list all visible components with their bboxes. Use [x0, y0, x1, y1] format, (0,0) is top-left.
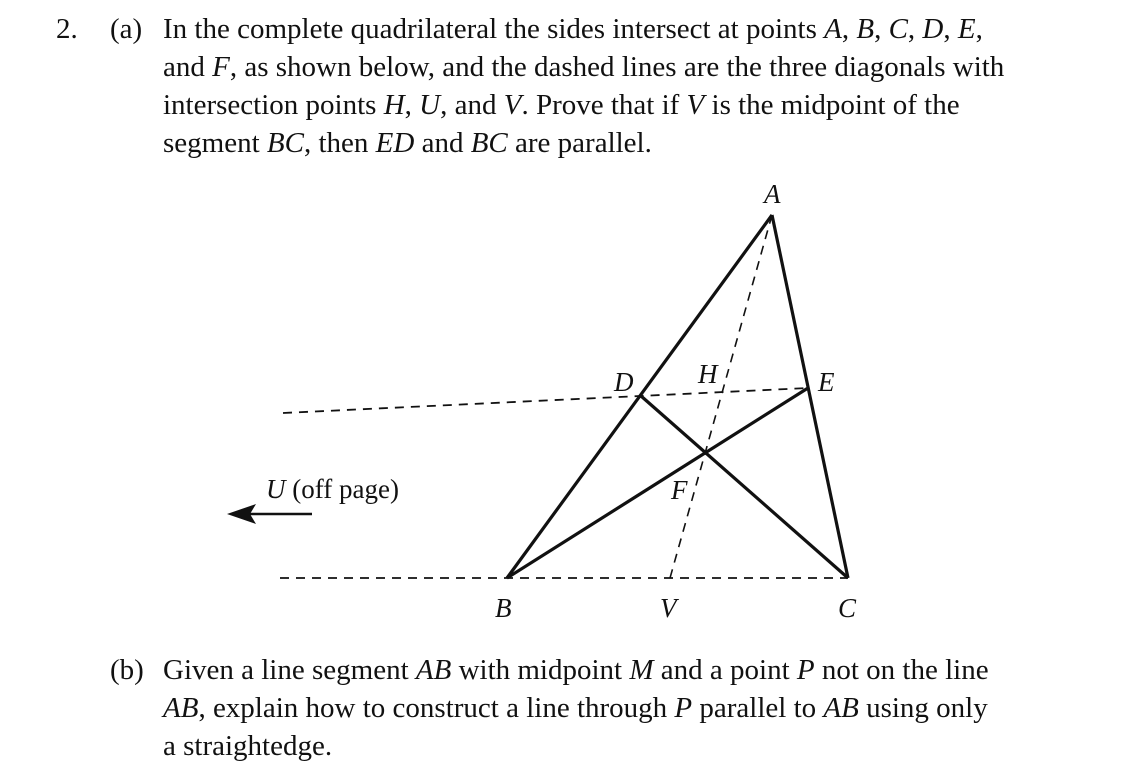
- problem-number: 2.: [56, 13, 78, 45]
- var-H: H: [383, 89, 405, 121]
- label-F: F: [671, 475, 688, 505]
- part-b-line-3: a straightedge.: [163, 730, 333, 762]
- label-V: V: [660, 593, 677, 623]
- side-AC: [772, 215, 848, 578]
- var-U: U: [419, 89, 441, 121]
- label-B: B: [495, 593, 512, 623]
- part-a-line-1: In the complete quadrilateral the sides intersect at points A, B, C, D, E,: [163, 13, 983, 45]
- var-ED: ED: [375, 127, 415, 159]
- var-C: C: [888, 13, 908, 45]
- diagonal-DE-U: [283, 388, 808, 413]
- part-b-line-1: Given a line segment AB with midpoint M and a point P not on the line: [163, 654, 989, 686]
- var-B: B: [856, 13, 875, 45]
- var-F: F: [212, 51, 230, 83]
- part-a-label: (a): [110, 13, 143, 45]
- label-C: C: [838, 593, 857, 623]
- side-AB: [507, 215, 772, 578]
- label-A: A: [764, 179, 781, 209]
- label-D: D: [614, 367, 634, 397]
- var-V-2: V: [686, 89, 705, 121]
- diagonal-AV: [670, 215, 772, 578]
- label-U-off-page: U (off page): [266, 474, 399, 504]
- part-b-label: (b): [110, 654, 144, 686]
- part-b-line-2: AB, explain how to construct a line through P parallel to AB using only: [163, 692, 988, 724]
- var-V: V: [503, 89, 522, 121]
- var-E: E: [957, 13, 976, 45]
- var-A: A: [824, 13, 842, 45]
- part-a-line-4: segment BC, then ED and BC are parallel.: [163, 127, 652, 159]
- var-D: D: [922, 13, 944, 45]
- var-BC: BC: [266, 127, 304, 159]
- part-a-line-3: intersection points H, U, and V. Prove that if V is the midpoint of the: [163, 89, 960, 121]
- var-BC-2: BC: [470, 127, 508, 159]
- label-H: H: [698, 359, 718, 389]
- label-E: E: [818, 367, 835, 397]
- part-a-line-2: and F, as shown below, and the dashed lines are the three diagonals with: [163, 51, 1005, 83]
- part-b-text: [163, 651, 1093, 765]
- side-BE: [507, 388, 808, 578]
